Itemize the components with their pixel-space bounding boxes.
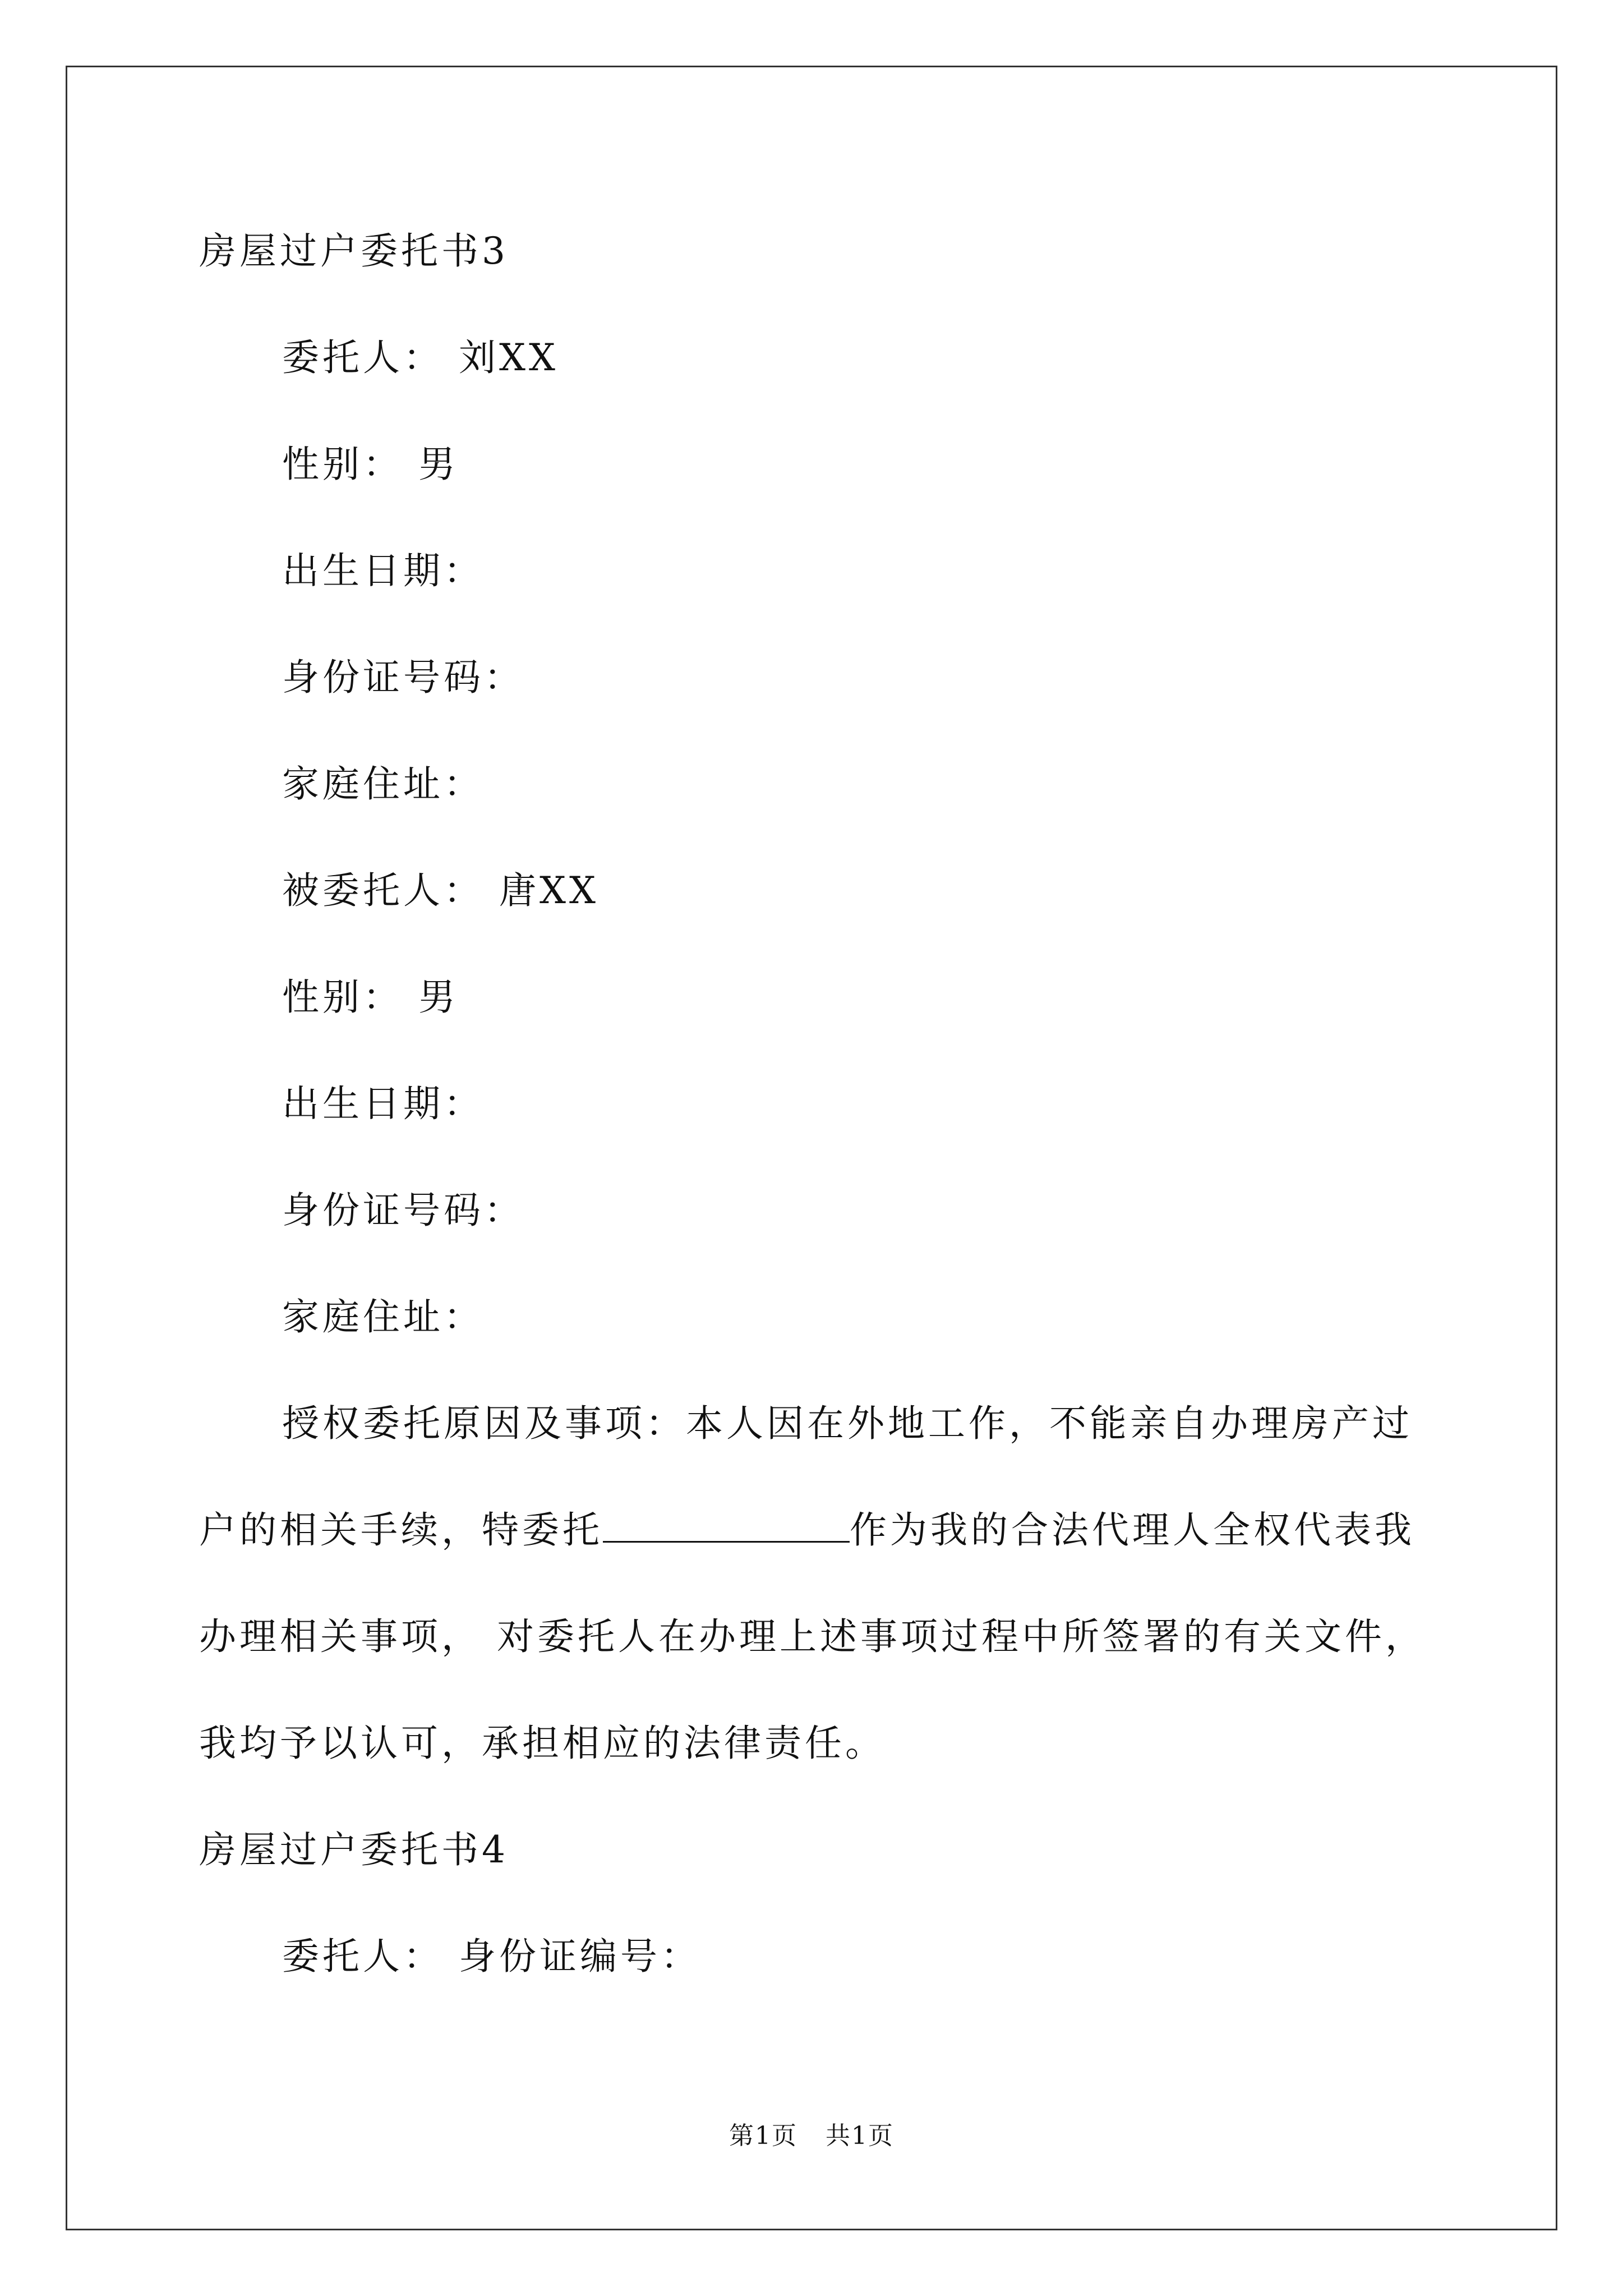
agent-name-blank [603,1508,850,1543]
principal-gender-value: 男 [418,443,459,486]
page-total: 共1页 [826,2122,894,2150]
principal-row [282,335,559,380]
page-current: 第1页 [729,2122,797,2150]
authorization-line-2-start: 户的相关手续，特委托 [199,1508,603,1552]
section4-id-number-label: 身份证编号： [458,1935,701,1978]
page-border [66,66,1557,2230]
authorization-line-2 [199,1508,1415,1553]
agent-gender-row [282,975,459,1020]
authorization-line-3: 办理相关事项， 对委托人在办理上述事项过程中所签署的有关文件， [199,1615,1426,1658]
authorization-line-4: 我均予以认可，承担相应的法律责任。 [199,1722,886,1765]
principal-birth-label: 出生日期： [282,549,484,592]
agent-gender-value: 男 [418,976,459,1019]
principal-gender-row [282,442,459,487]
principal-gender-label: 性别： [282,443,403,486]
section3-title: 房屋过户委托书3 [199,229,509,273]
principal-address-label: 家庭住址： [282,762,484,806]
page-footer [0,2120,1623,2152]
section4-principal-label: 委托人： [282,1935,444,1978]
agent-id-label: 身份证号码： [282,1189,524,1232]
principal-name: 刘XX [458,336,559,379]
agent-name: 唐XX [499,869,599,912]
section4-principal-row [282,1934,701,1979]
principal-label: 委托人： [282,336,444,379]
authorization-line-1: 授权委托原因及事项：本人因在外地工作，不能亲自办理房产过 [282,1402,1413,1445]
section4-title: 房屋过户委托书4 [199,1828,509,1871]
agent-birth-label: 出生日期： [282,1082,484,1125]
agent-gender-label: 性别： [282,976,403,1019]
principal-id-label: 身份证号码： [282,656,524,699]
authorization-line-2-end: 作为我的合法代理人全权代表我 [850,1508,1415,1552]
agent-row [282,868,599,913]
agent-label: 被委托人： [282,869,484,912]
agent-address-label: 家庭住址： [282,1295,484,1338]
